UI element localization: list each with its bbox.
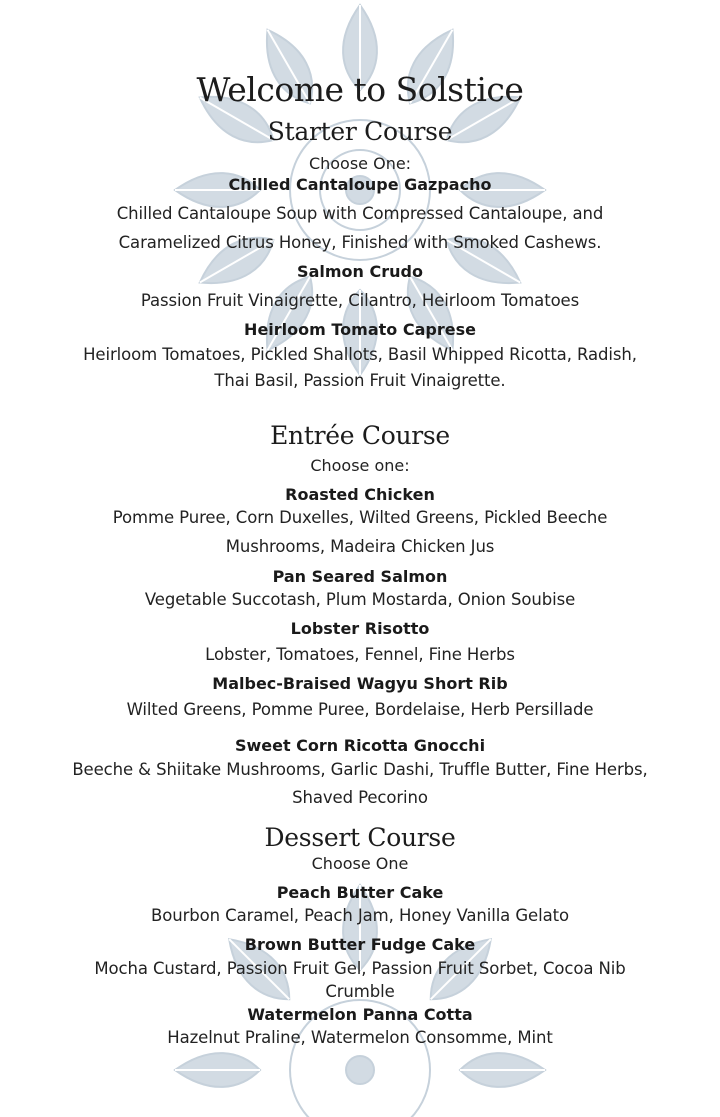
dish-name: Chilled Cantaloupe Gazpacho: [228, 175, 492, 194]
dish-name: Peach Butter Cake: [276, 883, 444, 902]
dish-name: Roasted Chicken: [285, 485, 435, 504]
dish-description: Lobster, Tomatoes, Fennel, Fine Herbs: [205, 645, 515, 664]
starter-heading: Starter Course: [267, 117, 453, 146]
dish-description: Crumble: [325, 982, 395, 1001]
entree-heading: Entrée Course: [270, 421, 450, 450]
dish-description: Chilled Cantaloupe Soup with Compressed Cantaloupe, and: [116, 204, 604, 223]
dish-name: Watermelon Panna Cotta: [247, 1005, 473, 1024]
dish-name: Heirloom Tomato Caprese: [244, 320, 476, 339]
dish-description: Vegetable Succotash, Plum Mostarda, Onion Soubise: [144, 590, 576, 609]
dish-name: Sweet Corn Ricotta Gnocchi: [234, 736, 486, 755]
dessert-choose: Choose One: [311, 854, 409, 873]
dish-name: Brown Butter Fudge Cake: [244, 935, 476, 954]
dish-description: Beeche & Shiitake Mushrooms, Garlic Dashi, Truffle Butter, Fine Herbs,: [72, 760, 648, 779]
dish-description: Caramelized Citrus Honey, Finished with Smoked Cashews.: [118, 233, 602, 252]
starter-choose: Choose One:: [308, 154, 412, 173]
dish-description: Thai Basil, Passion Fruit Vinaigrette.: [214, 371, 506, 390]
dish-description: Wilted Greens, Pomme Puree, Bordelaise, Herb Persillade: [126, 700, 594, 719]
dish-description: Pomme Puree, Corn Duxelles, Wilted Greens, Pickled Beeche: [112, 508, 608, 527]
dish-description: Shaved Pecorino: [292, 788, 428, 807]
dish-name: Malbec-Braised Wagyu Short Rib: [212, 674, 508, 693]
dish-description: Heirloom Tomatoes, Pickled Shallots, Basil Whipped Ricotta, Radish,: [83, 345, 637, 364]
dish-description: Mocha Custard, Passion Fruit Gel, Passion Fruit Sorbet, Cocoa Nib: [94, 959, 626, 978]
menu-title: Welcome to Solstice: [196, 70, 524, 109]
dish-description: Passion Fruit Vinaigrette, Cilantro, Heirloom Tomatoes: [140, 291, 580, 310]
entree-choose: Choose one:: [310, 456, 410, 475]
dish-description: Bourbon Caramel, Peach Jam, Honey Vanilla Gelato: [151, 906, 569, 925]
dessert-heading: Dessert Course: [264, 823, 456, 852]
dish-description: Mushrooms, Madeira Chicken Jus: [225, 537, 495, 556]
dish-name: Pan Seared Salmon: [272, 567, 448, 586]
dish-description: Hazelnut Praline, Watermelon Consomme, Mint: [167, 1028, 553, 1047]
dish-name: Lobster Risotto: [290, 619, 430, 638]
dish-name: Salmon Crudo: [297, 262, 423, 281]
